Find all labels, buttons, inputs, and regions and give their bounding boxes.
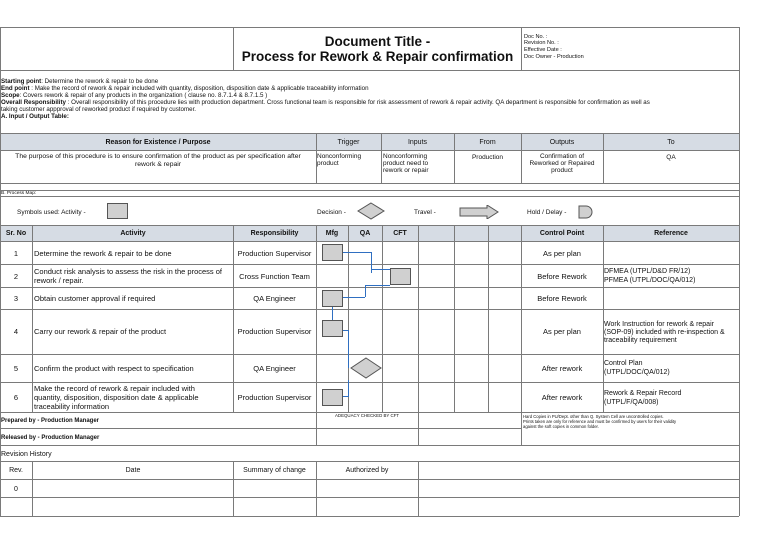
hold-delay-icon <box>578 205 594 219</box>
flow-line <box>343 396 349 397</box>
io-header-outputs: Outputs <box>549 139 575 146</box>
header-mfg: Mfg <box>325 230 339 237</box>
process-map-label: B. Process Map: <box>1 191 37 196</box>
io-header-purpose: Reason for Existence / Purpose <box>105 139 211 146</box>
io-header-from: From <box>479 139 496 146</box>
adequacy-checked: ADEQUACY CHECKED BY CFT <box>334 413 399 418</box>
header-qa: QA <box>359 230 371 237</box>
flow-line <box>332 307 333 320</box>
io-header-to: To <box>667 139 675 146</box>
outputs-text-1: Confirmation of <box>539 153 585 160</box>
row-reference: DFMEA (UTPL/D&D FR/12) <box>604 268 691 275</box>
header-responsibility: Responsibility <box>250 230 299 237</box>
purpose-text-1: The purpose of this procedure is to ensure confirmation of the product as per specification after <box>15 153 301 160</box>
row-activity-2: rework / repair. <box>34 276 84 285</box>
rev-header: Rev. <box>9 467 23 474</box>
row-control-point: After rework <box>541 364 583 373</box>
row-activity-2: quantity, disposition, disposition date & applicable <box>34 393 199 402</box>
flow-line <box>343 252 371 253</box>
travel-arrow-icon <box>459 205 499 219</box>
prepared-by: Prepared by - Production Manager <box>1 418 100 424</box>
io-header-trigger: Trigger <box>337 139 360 146</box>
flow-activity-2 <box>390 268 411 285</box>
flow-line <box>343 297 365 298</box>
revision-title: Revision History <box>1 451 52 458</box>
revision-no: Revision No. : <box>524 40 559 46</box>
row-control-point: As per plan <box>543 327 581 336</box>
row-reference: Rework & Repair Record <box>604 390 682 397</box>
hold-label: Hold / Delay - <box>527 209 567 216</box>
flow-line <box>348 380 349 396</box>
doc-no: Doc No. : <box>524 34 548 40</box>
row-activity-3: traceability information <box>34 402 110 411</box>
doc-owner: Doc Owner - Production <box>524 54 584 60</box>
row-reference: Work Instruction for rework & repair <box>604 321 714 328</box>
row-sr-no: 2 <box>13 272 19 281</box>
row-activity: Confirm the product with respect to specification <box>34 364 194 373</box>
row-activity: Make the record of rework & repair included with <box>34 384 195 393</box>
row-responsibility: QA Engineer <box>253 294 296 303</box>
row-reference-2: (UTPL/F/QA/008) <box>604 399 659 406</box>
header-reference: Reference <box>654 230 688 237</box>
authorized-header: Authorized by <box>345 467 389 474</box>
purpose-text-2: rework & repair <box>134 161 182 168</box>
copy-note-1: Hard Copies in PU/Dept. other than Q. System Cell are uncontrolled copies. <box>523 414 664 419</box>
row-sr-no: 5 <box>13 364 19 373</box>
inputs-text-1: Nonconforming <box>383 153 428 160</box>
flow-activity-4 <box>322 320 343 337</box>
row-activity: Carry our rework & repair of the product <box>34 327 167 336</box>
io-table-label: A. Input / Output Table: <box>1 113 69 120</box>
header-sr-no: Sr. No <box>5 230 27 237</box>
row-control-point: Before Rework <box>537 294 587 303</box>
row-responsibility: QA Engineer <box>253 364 296 373</box>
row-reference-2: PFMEA (UTPL/DOC/QA/012) <box>604 277 696 284</box>
row-sr-no: 3 <box>13 294 19 303</box>
end-label: End point <box>1 85 30 92</box>
summary-header: Summary of change <box>243 467 306 474</box>
document-subtitle: Process for Rework & Repair confirmation <box>241 49 514 64</box>
copy-note-2: Prints taken are only for reference and must be confirmed by users for their validity <box>523 419 677 424</box>
rev-value: 0 <box>14 486 18 493</box>
symbols-label: Symbols used: Activity - <box>17 209 86 216</box>
row-control-point: As per plan <box>543 249 581 258</box>
flow-activity-3 <box>322 290 343 307</box>
row-activity: Conduct risk analysis to assess the risk in the process of <box>34 267 222 276</box>
row-responsibility: Production Supervisor <box>237 327 312 336</box>
flow-activity-6 <box>322 389 343 406</box>
activity-symbol-icon <box>107 203 128 219</box>
flow-line <box>365 285 366 297</box>
responsibility-text-2: taking customer appproval of reworked product if required by customer. <box>1 106 197 113</box>
row-sr-no: 4 <box>13 327 19 336</box>
row-activity: Determine the rework & repair to be done <box>34 249 172 258</box>
row-reference-3: traceability requirement <box>604 337 677 344</box>
flow-line <box>371 252 372 269</box>
released-by: Released by - Production Manager <box>1 435 100 441</box>
travel-label: Travel - <box>414 209 436 216</box>
starting-label: Starting point <box>1 78 42 85</box>
row-responsibility: Production Supervisor <box>237 393 312 402</box>
row-sr-no: 6 <box>13 393 19 402</box>
outputs-text-3: product <box>551 167 573 174</box>
header-cft: CFT <box>393 230 407 237</box>
date-header: Date <box>125 467 141 474</box>
document-title: Document Title - <box>324 34 431 49</box>
flow-line <box>371 269 390 270</box>
end-text: : Make the record of rework & repair included with quantity, disposition, disposition date & applicable traceability information <box>29 85 369 92</box>
scope-text: : Covers rework & repair of any products in the organization ( clause no. 8.7.1.4 & 8.7.1.5 ) <box>19 92 268 99</box>
responsibility-label: Overall Responsibility <box>1 99 66 106</box>
outputs-text-2: Reworked or Repaired <box>529 160 595 167</box>
row-activity: Obtain customer approval if required <box>34 294 156 303</box>
row-reference-2: (UTPL/DOC/QA/012) <box>604 369 670 376</box>
flow-decision-5 <box>350 357 382 379</box>
scope-label: Scope <box>1 92 20 99</box>
trigger-text-1: Nonconforming <box>317 153 362 160</box>
decision-label: Decision - <box>317 209 346 216</box>
inputs-text-3: rework or repair <box>383 167 429 174</box>
from-text: Production <box>471 154 504 161</box>
flow-line <box>365 285 390 286</box>
row-responsibility: Cross Function Team <box>239 272 310 281</box>
row-responsibility: Production Supervisor <box>237 249 312 258</box>
header-control-point: Control Point <box>539 230 585 237</box>
decision-symbol-icon <box>357 202 385 220</box>
io-header-inputs: Inputs <box>407 139 428 146</box>
row-sr-no: 1 <box>13 249 19 258</box>
effective-date: Effective Date : <box>524 47 562 53</box>
flow-line <box>348 330 349 368</box>
flow-line <box>371 269 372 273</box>
trigger-text-2: product <box>317 160 339 167</box>
to-text: QA <box>666 154 676 161</box>
row-reference-2: (SOP-09) included with re-inspection & <box>604 329 725 336</box>
starting-text: : Determine the rework & repair to be done <box>41 78 159 85</box>
inputs-text-2: product need to <box>383 160 429 167</box>
flow-activity-1 <box>322 244 343 261</box>
header-activity: Activity <box>120 230 146 237</box>
copy-note-3: against the soft copies in common folder. <box>523 424 599 429</box>
row-reference: Control Plan <box>604 360 643 367</box>
row-control-point: After rework <box>541 393 583 402</box>
row-control-point: Before Rework <box>537 272 587 281</box>
responsibility-text: : Overall responsibility of this procedure lies with production department. Cross functional team is responsible for risk assessment of rework & repair activity. QA department is responsible for confirmation as well as <box>66 99 650 106</box>
